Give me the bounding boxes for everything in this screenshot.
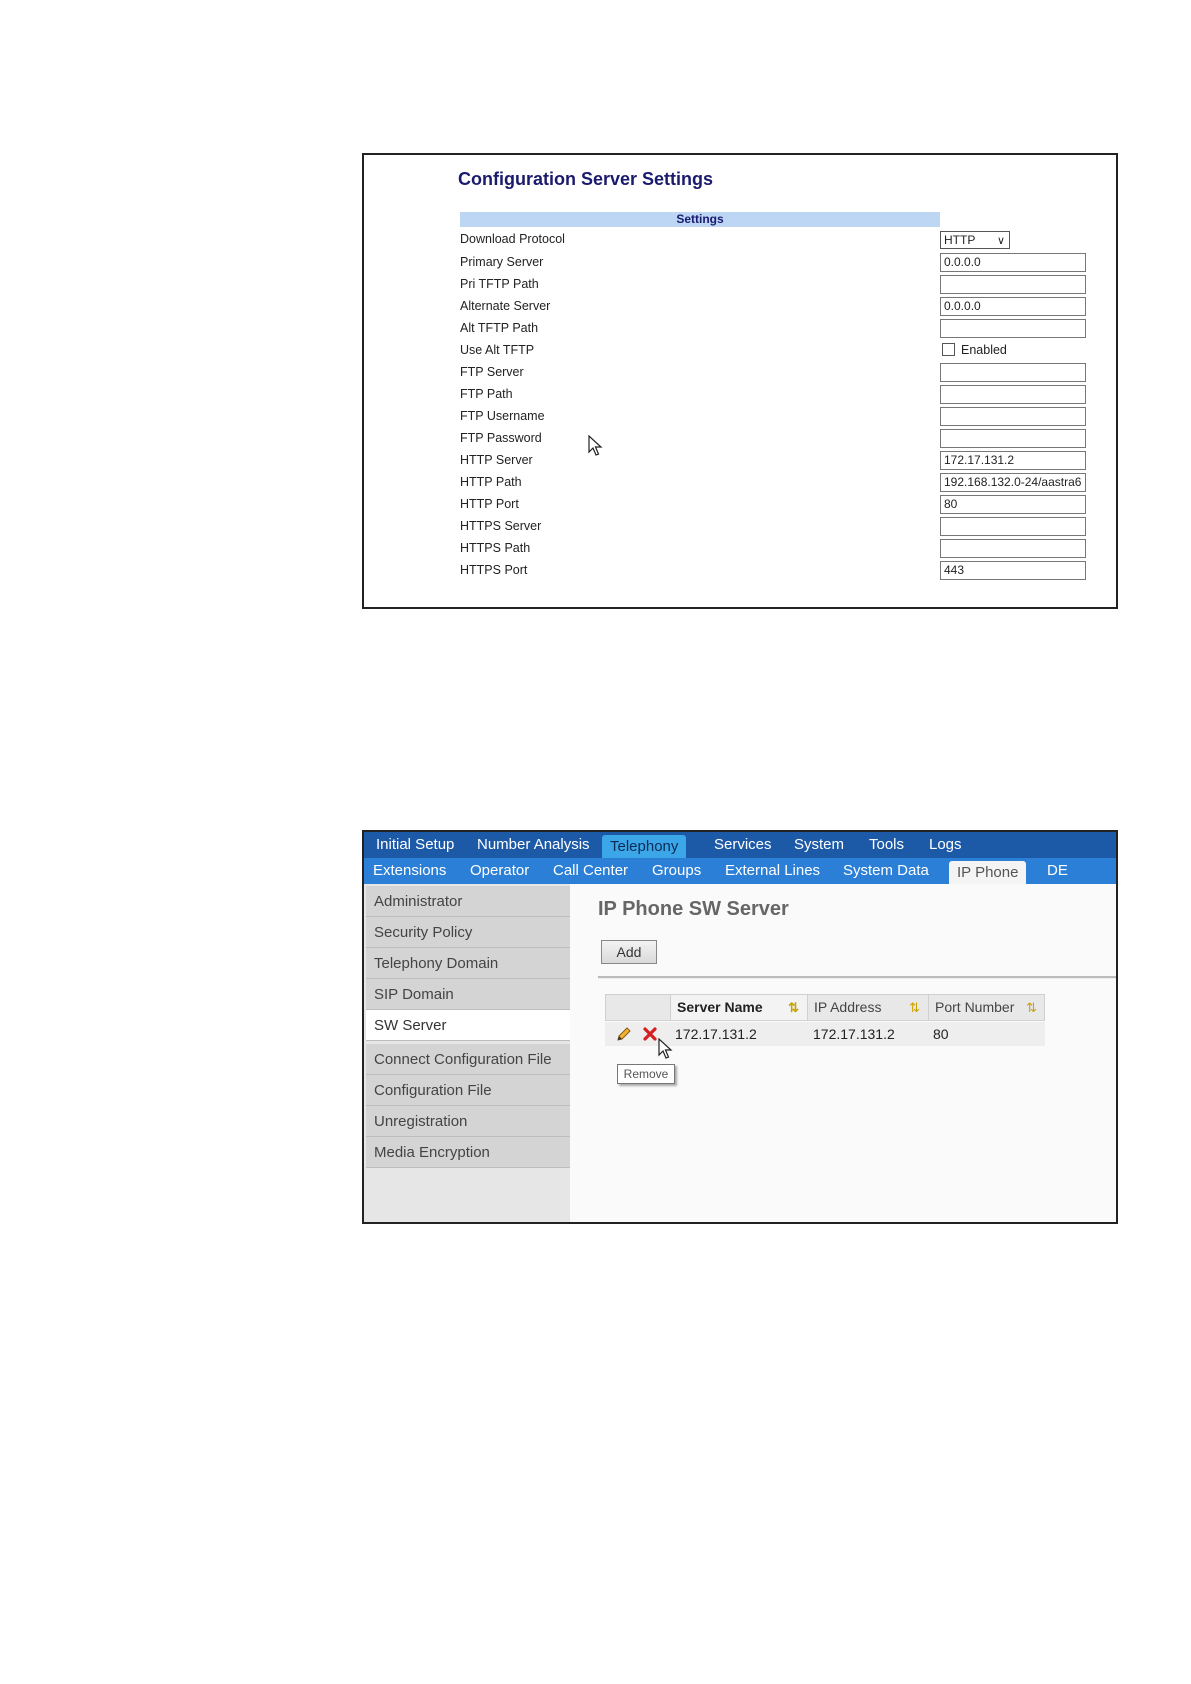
field-label: Use Alt TFTP: [460, 343, 535, 357]
column-header-port-number[interactable]: [928, 995, 1045, 1020]
port-number-cell: 80: [933, 1026, 949, 1042]
field-label: HTTPS Server: [460, 519, 542, 533]
text-input-field[interactable]: [940, 539, 1086, 558]
sidebar-item[interactable]: Unregistration: [366, 1106, 570, 1137]
top-navigation-bar: [364, 832, 1116, 858]
field-label: HTTPS Path: [460, 541, 531, 555]
add-button[interactable]: Add: [601, 940, 657, 964]
use-alt-tftp-checkbox[interactable]: [942, 343, 955, 356]
field-label: Alternate Server: [460, 299, 551, 313]
sidebar-item[interactable]: SW Server: [366, 1010, 570, 1041]
sidebar-item[interactable]: Security Policy: [366, 917, 570, 948]
nav-tab[interactable]: Telephony: [602, 835, 686, 858]
text-input-field[interactable]: 172.17.131.2: [940, 451, 1086, 470]
text-input-field[interactable]: [940, 385, 1086, 404]
column-header-server-name[interactable]: [670, 995, 807, 1020]
text-input-field[interactable]: [940, 429, 1086, 448]
remove-icon[interactable]: [643, 1027, 657, 1041]
nav-tab[interactable]: Logs: [929, 836, 962, 853]
page-title: Configuration Server Settings: [458, 169, 714, 189]
mouse-pointer-icon: [588, 435, 604, 457]
ip-address-cell: 172.17.131.2: [813, 1026, 895, 1042]
sidebar: [364, 884, 570, 1224]
text-input-field[interactable]: [940, 363, 1086, 382]
nav-tab[interactable]: System: [794, 836, 845, 853]
nav-tab[interactable]: Number Analysis: [477, 836, 590, 853]
sidebar-item[interactable]: SIP Domain: [366, 979, 570, 1010]
port-number-header-label: Port Number: [935, 999, 1015, 1015]
field-label: HTTP Port: [460, 497, 519, 511]
nav-tab[interactable]: Services: [714, 836, 772, 853]
text-input-field[interactable]: 192.168.132.0-24/aastra6: [940, 473, 1086, 492]
sort-icon: ⇅: [909, 1000, 920, 1015]
sort-icon: ⇅: [788, 1000, 799, 1015]
field-label: HTTP Server: [460, 453, 533, 467]
remove-tooltip: Remove: [617, 1064, 675, 1084]
nav-tab[interactable]: Initial Setup: [376, 836, 455, 853]
text-input-field[interactable]: [940, 517, 1086, 536]
server-name-cell: 172.17.131.2: [675, 1026, 757, 1042]
server-name-header-label: Server Name: [677, 999, 763, 1015]
sub-nav-tab[interactable]: IP Phone: [949, 861, 1026, 884]
sub-nav-tab[interactable]: Groups: [652, 862, 702, 879]
text-input-field[interactable]: 0.0.0.0: [940, 297, 1086, 316]
sidebar-item[interactable]: Configuration File: [366, 1075, 570, 1106]
sub-navigation-bar: [364, 858, 1116, 885]
ip-phone-sw-server-window: [362, 830, 1118, 1224]
main-content: [570, 884, 1116, 1222]
field-label: HTTP Path: [460, 475, 522, 489]
checkbox-label: Enabled: [961, 343, 1007, 357]
text-input-field[interactable]: [940, 275, 1086, 294]
sort-icon: ⇅: [1026, 1000, 1037, 1015]
text-input-field[interactable]: [940, 407, 1086, 426]
settings-section-header: Settings: [460, 212, 940, 227]
mouse-pointer-icon: [658, 1038, 674, 1060]
field-label: FTP Username: [460, 409, 545, 423]
text-input-field[interactable]: 443: [940, 561, 1086, 580]
field-label: Alt TFTP Path: [460, 321, 539, 335]
sub-nav-tab[interactable]: Call Center: [553, 862, 629, 879]
edit-pencil-icon[interactable]: [616, 1026, 632, 1042]
table-header: [605, 994, 1045, 1021]
sub-nav-tab[interactable]: Operator: [470, 862, 530, 879]
page-title: IP Phone SW Server: [598, 898, 789, 920]
sub-nav-tab[interactable]: External Lines: [725, 862, 821, 879]
column-header-ip-address[interactable]: [807, 995, 928, 1020]
field-label: Primary Server: [460, 255, 544, 269]
sidebar-item[interactable]: Media Encryption: [366, 1137, 570, 1168]
field-label: FTP Server: [460, 365, 524, 379]
sub-nav-tab[interactable]: Extensions: [373, 862, 447, 879]
nav-tab[interactable]: Tools: [869, 836, 905, 853]
sub-nav-tab[interactable]: DE: [1047, 862, 1068, 879]
sidebar-item[interactable]: Connect Configuration File: [366, 1044, 570, 1075]
field-label: FTP Path: [460, 387, 513, 401]
ip-address-header-label: IP Address: [814, 999, 882, 1015]
configuration-server-settings-panel: [362, 153, 1118, 609]
download-protocol-label: Download Protocol: [460, 232, 565, 246]
download-protocol-value: HTTP: [944, 233, 976, 247]
text-input-field[interactable]: [940, 319, 1086, 338]
chevron-down-icon: ∨: [996, 235, 1005, 247]
download-protocol-select[interactable]: [940, 231, 1010, 249]
field-label: FTP Password: [460, 431, 542, 445]
field-label: Pri TFTP Path: [460, 277, 539, 291]
divider: [598, 976, 1116, 979]
field-label: HTTPS Port: [460, 563, 528, 577]
sidebar-item[interactable]: Telephony Domain: [366, 948, 570, 979]
text-input-field[interactable]: 0.0.0.0: [940, 253, 1086, 272]
sub-nav-tab[interactable]: System Data: [843, 862, 929, 879]
text-input-field[interactable]: 80: [940, 495, 1086, 514]
sidebar-item[interactable]: Administrator: [366, 886, 570, 917]
